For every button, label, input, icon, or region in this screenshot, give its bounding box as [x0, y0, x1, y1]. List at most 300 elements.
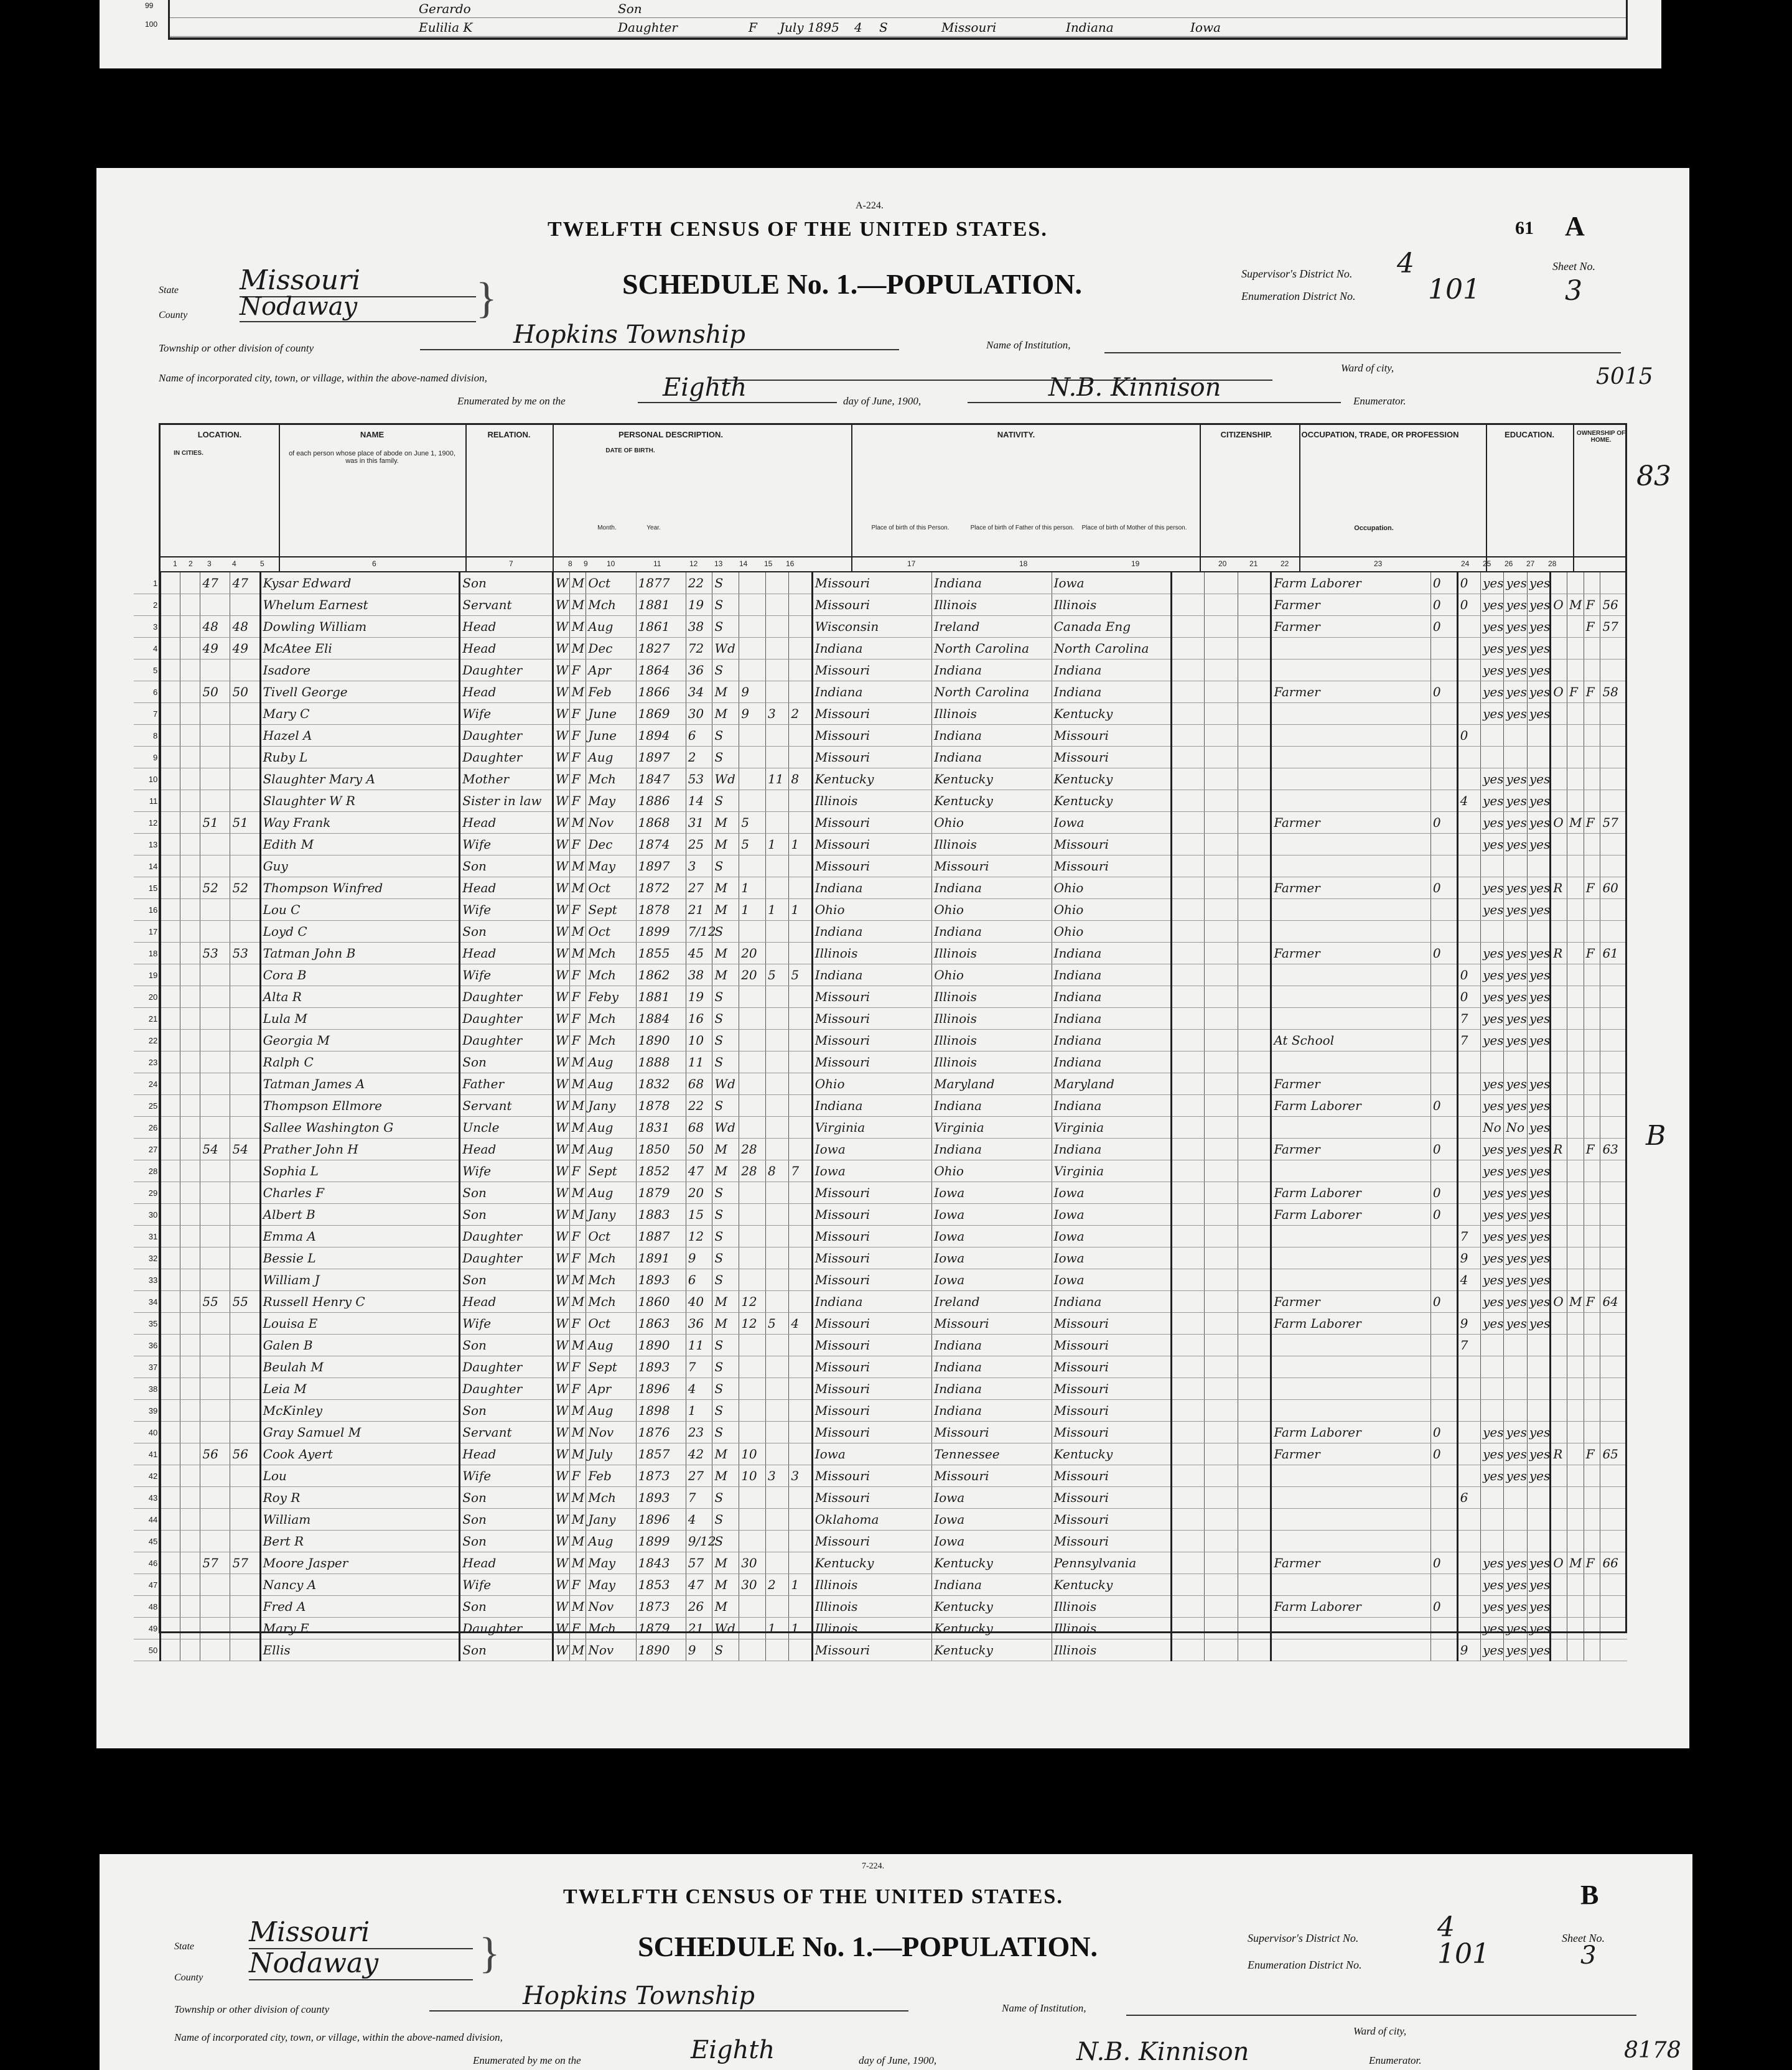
cell-year: 1861: [636, 616, 686, 638]
cell-mo: [1430, 1639, 1457, 1661]
cell-bp: Illinois: [812, 790, 931, 812]
cell-write: yes: [1504, 1618, 1527, 1639]
cell-year: 1843: [636, 1552, 686, 1574]
cell-mbp: Indiana: [1052, 1095, 1171, 1117]
column-number: 3: [207, 559, 212, 568]
cell-year: 1862: [636, 964, 686, 986]
cell-age: 2: [686, 747, 712, 768]
next-ward-label: Ward of city,: [1353, 2025, 1407, 2037]
cell-rel: Servant: [460, 1422, 553, 1443]
cell-fbp: Virginia: [932, 1117, 1052, 1139]
township-value: Hopkins Township: [420, 320, 899, 350]
cell-ch: 3: [765, 1465, 788, 1487]
cell-ch: [765, 1269, 788, 1291]
cell-liv: 1: [789, 1618, 812, 1639]
cell-sch: [1457, 943, 1480, 964]
cell-imm: [1172, 1531, 1205, 1552]
cell-line: 50: [134, 1639, 161, 1661]
cell-imm: [1172, 1051, 1205, 1073]
next-margin-number: 8178: [1624, 2038, 1681, 2063]
cell-age: 47: [686, 1574, 712, 1596]
cell-mar: S: [712, 660, 739, 681]
cell-street: [161, 1335, 180, 1356]
cell-sex: F: [569, 1160, 586, 1182]
cell-sch: 9: [1457, 1639, 1480, 1661]
cell-own: [1551, 638, 1567, 660]
cell-race: W: [553, 660, 569, 681]
cell-bp: Missouri: [812, 834, 931, 856]
cell-month: Apr: [586, 1378, 636, 1400]
cell-dwell: [200, 1247, 230, 1269]
table-row: [134, 1247, 1627, 1269]
cell-mar: S: [712, 1226, 739, 1247]
cell-race: W: [553, 1335, 569, 1356]
cell-month: Jany: [586, 1095, 636, 1117]
cell-write: yes: [1504, 572, 1527, 594]
cell-house: [180, 1247, 200, 1269]
cell-yrs: [739, 1487, 766, 1509]
cell-own: [1551, 572, 1567, 594]
cell-age: 22: [686, 1095, 712, 1117]
cell-rel: Father: [460, 1073, 553, 1095]
table-row: [134, 1204, 1627, 1226]
cell-sex: M: [569, 681, 586, 703]
cell-dwell: [200, 834, 230, 856]
cell-eng: [1527, 725, 1550, 747]
cell-ch: [765, 1204, 788, 1226]
cell-mo: [1430, 921, 1457, 943]
cell-name: Mary C: [260, 703, 460, 725]
cell-house: [180, 638, 200, 660]
cell-fam: [230, 1051, 260, 1073]
cell-street: [161, 1117, 180, 1139]
table-row: [134, 1313, 1627, 1335]
cell-mo: 0: [1430, 1182, 1457, 1204]
cell-eng: yes: [1527, 1465, 1550, 1487]
cell-line: 24: [134, 1073, 161, 1095]
column-number: 19: [1131, 559, 1140, 568]
cell-occ: [1271, 790, 1431, 812]
cell-mort: [1567, 856, 1584, 877]
cell-read: yes: [1481, 834, 1504, 856]
cell-dwell: [200, 964, 230, 986]
cell-nat: [1238, 1443, 1271, 1465]
cell-farm: [1584, 768, 1600, 790]
cell-line: 13: [134, 834, 161, 856]
cell-liv: [789, 572, 812, 594]
cell-year: 1878: [636, 899, 686, 921]
cell-fbp: Kentucky: [932, 1639, 1052, 1661]
cell-nat: [1238, 964, 1271, 986]
cell-house: [180, 1378, 200, 1400]
cell-month: May: [586, 790, 636, 812]
cell-street: [161, 616, 180, 638]
cell-us: [1205, 1160, 1238, 1182]
cell-line: 1: [134, 572, 161, 594]
cell-race: W: [553, 986, 569, 1008]
cell-read: yes: [1481, 1639, 1504, 1661]
cell-us: [1205, 1139, 1238, 1160]
cell-occ: [1271, 1639, 1431, 1661]
cell-farm: [1584, 638, 1600, 660]
cell-fno: [1600, 1465, 1627, 1487]
cell-race: W: [553, 572, 569, 594]
cell-sex: M: [569, 594, 586, 616]
cell-bp: Iowa: [812, 1160, 931, 1182]
cell-read: yes: [1481, 616, 1504, 638]
table-row: [134, 638, 1627, 660]
cell-year: 1898: [636, 1400, 686, 1422]
enumeration-label: Enumeration District No.: [1241, 290, 1356, 302]
cell-fbp: Kentucky: [932, 1552, 1052, 1574]
cell-mar: S: [712, 616, 739, 638]
cell-occ: Farmer: [1271, 1139, 1431, 1160]
enumerated-day: Eighth: [638, 373, 837, 403]
cell-write: yes: [1504, 1073, 1527, 1095]
cell-age: 9/12: [686, 1531, 712, 1552]
cell-fbp: Indiana: [932, 725, 1052, 747]
cell-street: [161, 1639, 180, 1661]
cell-imm: [1172, 1160, 1205, 1182]
margin-number: 5015: [1596, 364, 1653, 389]
cell-name: McKinley: [260, 1400, 460, 1422]
sheet-no-label: Sheet No.: [1552, 260, 1595, 273]
table-row: [134, 703, 1627, 725]
cell-occ: [1271, 1117, 1431, 1139]
cell-write: [1504, 1356, 1527, 1378]
cell-age: 38: [686, 964, 712, 986]
cell-sex: M: [569, 1073, 586, 1095]
cell-farm: [1584, 1226, 1600, 1247]
cell-occ: [1271, 768, 1431, 790]
cell-eng: [1527, 1487, 1550, 1509]
cell-fam: [230, 986, 260, 1008]
cell-fbp: Indiana: [932, 921, 1052, 943]
cell-mar: S: [712, 1204, 739, 1226]
cell-dwell: [200, 1008, 230, 1030]
cell-name: Loyd C: [260, 921, 460, 943]
cell-fbp: North Carolina: [932, 681, 1052, 703]
cell-month: Mch: [586, 1030, 636, 1051]
cell-mo: [1430, 834, 1457, 856]
cell-mar: M: [712, 1139, 739, 1160]
cell-race: W: [553, 899, 569, 921]
cell-year: 1874: [636, 834, 686, 856]
cell-line: 25: [134, 1095, 161, 1117]
cell-read: yes: [1481, 1574, 1504, 1596]
cell-own: [1551, 1356, 1567, 1378]
cell-rel: Daughter: [460, 1247, 553, 1269]
cell-bp: Missouri: [812, 747, 931, 768]
cell-house: [180, 943, 200, 964]
cell-name: Moore Jasper: [260, 1552, 460, 1574]
cell-race: W: [553, 921, 569, 943]
margin-right-number: 83: [1636, 460, 1671, 492]
cell-us: [1205, 1596, 1238, 1618]
cell-mo: [1430, 790, 1457, 812]
cell-fam: [230, 921, 260, 943]
cell-mo: [1430, 1509, 1457, 1531]
cell-yrs: 28: [739, 1160, 766, 1182]
cell-fam: 49: [230, 638, 260, 660]
cell-month: Aug: [586, 1139, 636, 1160]
cell-race: W: [553, 1204, 569, 1226]
cell-imm: [1172, 790, 1205, 812]
cell-occ: Farm Laborer: [1271, 1596, 1431, 1618]
cell-us: [1205, 1247, 1238, 1269]
cell-bp: Missouri: [812, 1247, 931, 1269]
cell-read: [1481, 1335, 1504, 1356]
cell-us: [1205, 1073, 1238, 1095]
cell-fbp: Indiana: [932, 1400, 1052, 1422]
cell-fno: [1600, 834, 1627, 856]
cell-farm: [1584, 1574, 1600, 1596]
cell-ch: [765, 616, 788, 638]
cell-rel: Son: [460, 1531, 553, 1552]
cell-year: 1881: [636, 594, 686, 616]
cell-dwell: [200, 1030, 230, 1051]
cell-fam: [230, 1313, 260, 1335]
cell-write: yes: [1504, 1204, 1527, 1226]
cell-occ: [1271, 1574, 1431, 1596]
cell-age: 53: [686, 768, 712, 790]
column-number: 23: [1374, 559, 1383, 568]
cell-dwell: [200, 1487, 230, 1509]
cell-us: [1205, 703, 1238, 725]
cell-age: 9: [686, 1247, 712, 1269]
cell-line: 41: [134, 1443, 161, 1465]
cell-yrs: [739, 1008, 766, 1030]
cell-mo: 0: [1430, 812, 1457, 834]
cell-read: yes: [1481, 790, 1504, 812]
cell-nat: [1238, 660, 1271, 681]
cell-line: 15: [134, 877, 161, 899]
cell-mbp: Maryland: [1052, 1073, 1171, 1095]
institution-line: [1104, 352, 1621, 353]
cell-rel: Sister in law: [460, 790, 553, 812]
cell-imm: [1172, 1400, 1205, 1422]
cell-mort: [1567, 877, 1584, 899]
cell-sex: F: [569, 660, 586, 681]
cell-yrs: [739, 1335, 766, 1356]
cell-mbp: Kentucky: [1052, 790, 1171, 812]
cell-fbp: Iowa: [932, 1509, 1052, 1531]
cell-imm: [1172, 1378, 1205, 1400]
cell-imm: [1172, 1422, 1205, 1443]
cell-occ: Farm Laborer: [1271, 1204, 1431, 1226]
cell-ch: [765, 1182, 788, 1204]
header-divider: [465, 425, 467, 571]
cell-liv: [789, 877, 812, 899]
cell-occ: [1271, 1487, 1431, 1509]
cell-nat: [1238, 1465, 1271, 1487]
cell-bp: Missouri: [812, 986, 931, 1008]
cell-month: Sept: [586, 1356, 636, 1378]
cell-fbp: Missouri: [932, 1465, 1052, 1487]
cell-nat: [1238, 1422, 1271, 1443]
cell-name: Prather John H: [260, 1139, 460, 1160]
cell-liv: 1: [789, 899, 812, 921]
cell-month: May: [586, 856, 636, 877]
cell-name: Kysar Edward: [260, 572, 460, 594]
table-row: [134, 1574, 1627, 1596]
table-row: [134, 1051, 1627, 1073]
cell-own: [1551, 1531, 1567, 1552]
cell-liv: [789, 1531, 812, 1552]
cell-imm: [1172, 1465, 1205, 1487]
cell-eng: [1527, 1509, 1550, 1531]
table-row: [134, 943, 1627, 964]
cell-write: [1504, 921, 1527, 943]
cell-race: W: [553, 768, 569, 790]
cell-liv: [789, 943, 812, 964]
cell-year: 1897: [636, 747, 686, 768]
cell-rel: Wife: [460, 1574, 553, 1596]
cell-month: Sept: [586, 899, 636, 921]
cell-write: yes: [1504, 1182, 1527, 1204]
cell-age: 3: [686, 856, 712, 877]
cell-us: [1205, 1487, 1238, 1509]
cell-mar: M: [712, 1552, 739, 1574]
table-header: [159, 423, 1627, 572]
cell-sch: 7: [1457, 1030, 1480, 1051]
cell-name: Cook Ayert: [260, 1443, 460, 1465]
cell-yrs: [739, 1618, 766, 1639]
cell-sch: 4: [1457, 1269, 1480, 1291]
cell-rel: Daughter: [460, 725, 553, 747]
cell-mo: [1430, 1335, 1457, 1356]
column-number: 5: [260, 559, 264, 568]
cell-line: 47: [134, 1574, 161, 1596]
cell-name: Ellis: [260, 1639, 460, 1661]
cell-bp: Indiana: [812, 877, 931, 899]
cell-year: 1863: [636, 1313, 686, 1335]
cell-nat: [1238, 768, 1271, 790]
next-state-value: Missouri: [249, 1916, 473, 1949]
cell-race: W: [553, 616, 569, 638]
cell-eng: yes: [1527, 660, 1550, 681]
cell-us: [1205, 594, 1238, 616]
table-row: [134, 1487, 1627, 1509]
cell-mbp: Canada Eng: [1052, 616, 1171, 638]
cell-year: 1884: [636, 1008, 686, 1030]
cell-occ: [1271, 834, 1431, 856]
cell-sex: F: [569, 1030, 586, 1051]
cell-month: Oct: [586, 1313, 636, 1335]
cell-yrs: [739, 616, 766, 638]
cell-fam: [230, 1226, 260, 1247]
cell-race: W: [553, 1596, 569, 1618]
cell-sch: [1457, 1552, 1480, 1574]
cell-occ: Farmer: [1271, 1443, 1431, 1465]
cell-ch: [765, 1378, 788, 1400]
cell-fam: [230, 1356, 260, 1378]
cell-dwell: 50: [200, 681, 230, 703]
cell-rel: Son: [460, 921, 553, 943]
cell-yrs: [739, 1226, 766, 1247]
cell-name: Gray Samuel M: [260, 1422, 460, 1443]
cell-mbp: Indiana: [1052, 943, 1171, 964]
cell-liv: [789, 1269, 812, 1291]
cell-liv: 1: [789, 834, 812, 856]
cell-line: 35: [134, 1313, 161, 1335]
cell-street: [161, 1030, 180, 1051]
cell-race: W: [553, 1226, 569, 1247]
next-supervisor-value: 4: [1437, 1911, 1455, 1943]
cell-street: [161, 1160, 180, 1182]
cell-house: [180, 1226, 200, 1247]
cell-imm: [1172, 681, 1205, 703]
cell-yrs: [739, 986, 766, 1008]
cell-year: 1853: [636, 1574, 686, 1596]
cell-bp: Indiana: [812, 638, 931, 660]
cell-fbp: Indiana: [932, 572, 1052, 594]
cell-farm: F: [1584, 877, 1600, 899]
cell-read: [1481, 1051, 1504, 1073]
cell-nat: [1238, 681, 1271, 703]
cell-name: Way Frank: [260, 812, 460, 834]
cell-mbp: Virginia: [1052, 1117, 1171, 1139]
cell-mo: 0: [1430, 1204, 1457, 1226]
cell-fam: [230, 1596, 260, 1618]
cell-yrs: 20: [739, 943, 766, 964]
cell-rel: Head: [460, 1291, 553, 1313]
cell-mbp: North Carolina: [1052, 638, 1171, 660]
cell-mbp: Indiana: [1052, 681, 1171, 703]
next-state-label: State: [174, 1941, 194, 1952]
cell-ch: [765, 812, 788, 834]
cell-name: Lula M: [260, 1008, 460, 1030]
cell-year: 1879: [636, 1618, 686, 1639]
cell-mort: [1567, 1487, 1584, 1509]
cell-month: Aug: [586, 1117, 636, 1139]
cell-eng: yes: [1527, 1030, 1550, 1051]
cell-mbp: Kentucky: [1052, 1443, 1171, 1465]
cell-fam: [230, 1204, 260, 1226]
cell-farm: [1584, 1313, 1600, 1335]
cell-liv: [789, 660, 812, 681]
cell-bp: Missouri: [812, 1356, 931, 1378]
cell-farm: [1584, 834, 1600, 856]
cell-bp: Iowa: [812, 1139, 931, 1160]
table-row: [134, 747, 1627, 768]
cell-mar: M: [712, 703, 739, 725]
cell-own: [1551, 1051, 1567, 1073]
cell-fno: [1600, 1378, 1627, 1400]
cell-ch: [765, 921, 788, 943]
cell-imm: [1172, 616, 1205, 638]
cell-read: yes: [1481, 1182, 1504, 1204]
cell-own: [1551, 725, 1567, 747]
cell-age: 21: [686, 1618, 712, 1639]
cell-street: [161, 1356, 180, 1378]
cell-yrs: [739, 1269, 766, 1291]
cell-sex: M: [569, 1269, 586, 1291]
cell-own: [1551, 1095, 1567, 1117]
cell-ch: [765, 1552, 788, 1574]
cell-yrs: [739, 1073, 766, 1095]
cell-nat: [1238, 1051, 1271, 1073]
cell-fbp: Ohio: [932, 812, 1052, 834]
cell-liv: [789, 1139, 812, 1160]
cell-sex: M: [569, 1443, 586, 1465]
cell-nat: [1238, 856, 1271, 877]
cell-name: Tatman John B: [260, 943, 460, 964]
next-enumerated-suffix: day of June, 1900,: [859, 2054, 937, 2066]
cell-sch: 9: [1457, 1247, 1480, 1269]
cell-fam: [230, 899, 260, 921]
cell-us: [1205, 834, 1238, 856]
